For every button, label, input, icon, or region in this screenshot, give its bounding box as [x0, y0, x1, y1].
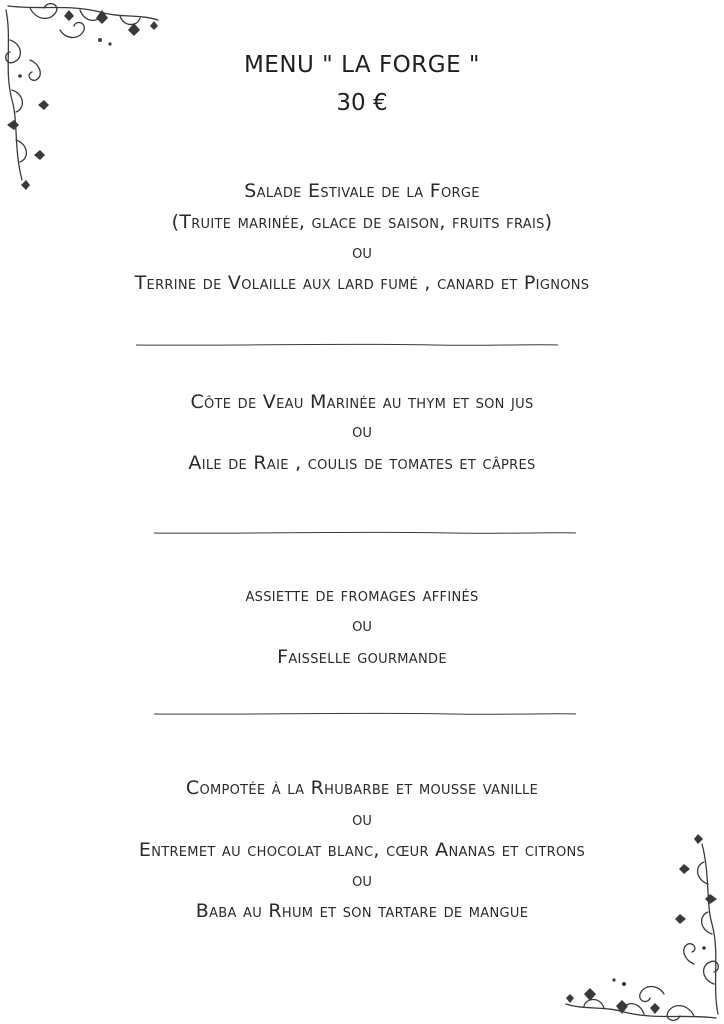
entree-2: Terrine de Volaille aux lard fumé , canard et Pignons	[134, 272, 590, 294]
dessert-or-1: ou	[352, 809, 372, 830]
menu-title: MENU " LA FORGE "	[243, 52, 481, 78]
dessert-1: Compotée à la Rhubarbe et mousse vanille	[185, 777, 539, 799]
dessert-or-2: ou	[352, 870, 372, 891]
plat-or: ou	[352, 421, 372, 442]
fromage-1: assiette de fromages affinés	[245, 584, 479, 606]
entree-or: ou	[352, 242, 372, 263]
fromage-or: ou	[352, 615, 372, 636]
entree-1: Salade Estivale de la Forge	[244, 180, 480, 202]
section-divider-2	[152, 530, 578, 536]
fromage-2: Faisselle gourmande	[277, 646, 447, 668]
dessert-2: Entremet au chocolat blanc, cœur Ananas et citrons	[138, 839, 586, 861]
section-divider-1	[134, 342, 560, 348]
menu-price: 30 €	[336, 90, 388, 116]
plat-1: Côte de Veau Marinée au thym et son jus	[190, 391, 534, 413]
plat-2: Aile de Raie , coulis de tomates et câpres	[188, 452, 536, 474]
section-divider-3	[152, 711, 578, 717]
entree-1-detail: (Truite marinée, glace de saison, fruits frais)	[171, 211, 553, 233]
dessert-3: Baba au Rhum et son tartare de mangue	[195, 900, 529, 922]
